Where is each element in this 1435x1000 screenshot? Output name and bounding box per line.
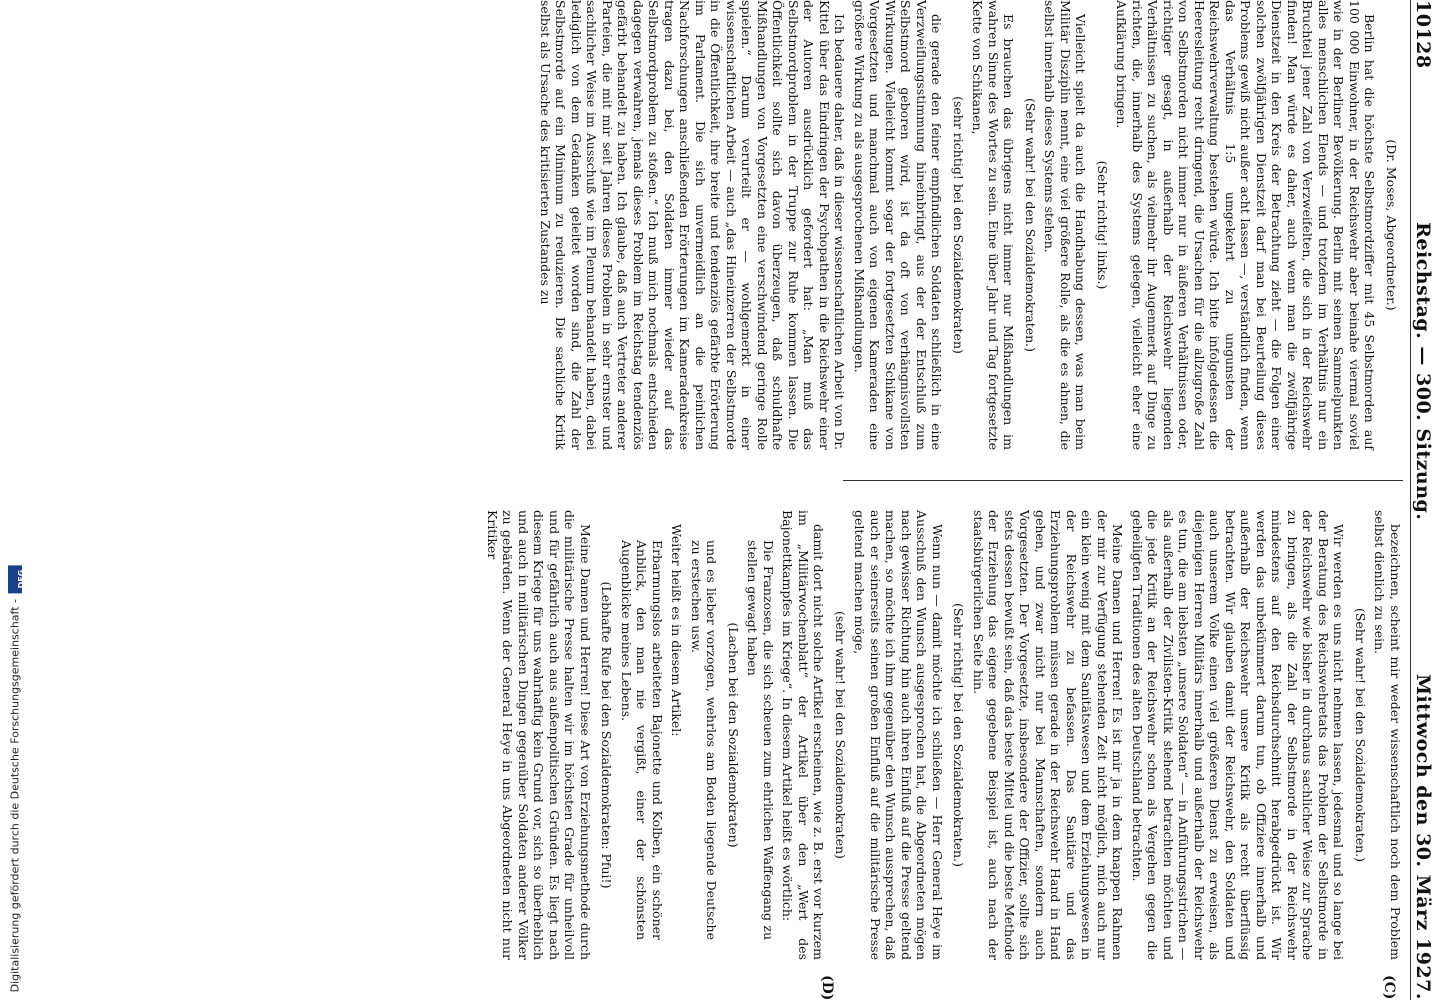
quotation: Erbarmungslos arbeiteten Bajonette und Kolben, ein schöner Anblick, den man nie vergißt, einer der schönsten Augenblicke meines Lebens.: [619, 540, 665, 940]
paragraph: Weiter heißt es in diesem Artikel:: [669, 524, 685, 737]
page-number: 10128: [1412, 0, 1434, 69]
interjection: (sehr richtig! bei den Sozialdemokraten): [951, 96, 966, 354]
column-divider: [843, 480, 1403, 481]
rotated-page: [200, 0, 1435, 1000]
credit-text: Digitalisierung gefördert durch die Deutsche Forschungsgemeinschaft -: [8, 598, 22, 992]
paragraph: Wenn nun — damit möchte ich schließen — Herr General Heye im Ausschuß den Wunsch ausgesprochen hat, die Abgeordneten mögen nach gewisser Richtung hin auch ihren Einfluß auf die Presse geltend machen, so möchte ich ihm gegenüber den Wunsch aussprechen, daß auch er seinerseits seinen großen Einfluß auf die militärische Presse geltend machen möge,: [852, 510, 945, 960]
paragraph: Wir werden es uns nicht nehmen lassen, jedesmal und so lange bei der Beratung des Reichswehretats das Problem der Selbstmorde in der Reichswehr wie bisher in durchaus sachlicher Weise zur Sprache zu bringen, als die Zahl der Selbstmorde in der Reichswehr mindestens auf den Reichsdurchschnitt herabgedrückt ist. Wir werden das unbekümmert darum tun, ob Offiziere innerhalb und außerhalb der Reichswehr unsere Kritik als recht überflüssig betrachten. Wir glauben damit der Reichswehr, den Soldaten und auch unserem Volke einen viel größeren Dienst zu erweisen, als diejenigen Herren Militärs innerhalb und außerhalb der Reichswehr es tun, die am liebsten „unsere Soldaten“ — in Anführungsstrichen — als außerhalb der Zivilisten-Kritik stehend betrachten möchten und die jede Kritik an der Reichswehr schon als Vergehen gegen die geheiligten Traditionen des alten Deutschland betrachten.: [1130, 510, 1347, 960]
interjection: (Lebhafte Rufe bei den Sozialdemokraten: Pfui!): [599, 581, 615, 889]
page-header: [1410, 0, 1435, 1000]
interjection: (sehr wahr! bei den Sozialdemokraten): [833, 611, 848, 859]
dfg-logo-icon: DFG: [8, 565, 22, 593]
paragraph: bezeichnen, scheint mir weder wissenschaftlich noch dem Problem selbst dienlich zu sein.: [1372, 510, 1403, 960]
left-column: [538, 0, 1403, 450]
paragraph: Ich bedauere daher, daß in dieser wissenschaftlichen Arbeit von Dr. Kittel über das Eindringen der Psychopathen in die Reichswehr einer der Autoren ausdrücklich gefordert hat: „Man muß das Selbstmordproblem in der Truppe zur Ruhe kommen lassen. Die Öffentlichkeit sollte sich davon überzeugen, daß schuldhafte Mißhandlungen von Vorgesetzten eine verschwindend geringe Rolle spielen.“ Darum verurteilt er — wohlgemerkt in einer wissenschaftlichen Arbeit — auch „das Hineinzerren der Selbstmorde in die Öffentlichkeit, ihre breite und tendenziös gefärbte Erörterung im Parlament. Die sich unvermeidlich an die peinlichen Nachforschungen anschließenden Erörterungen im Kameradenkreise tragen dazu bei, den Soldaten immer wieder auf das Selbstmordproblem zu stoßen.“ Ich muß mich nochmals entschieden dagegen verwahren, jemals dieses Problem im Reichstag tendenziös gefärbt behandelt zu haben. Ich glaube, daß auch Vertreter anderer Parteien, die mit mir seit Jahren dieses Problem in sehr ernster und sachlicher Weise im Ausschuß wie im Plenum behandelt haben, dabei lediglich von dem Gedanken geleitet worden sind, die Zahl der Selbstmorde auf ein Minimum zu reduzieren. Die sachliche Kritik selbst als Ursache des kritisierten Zustandes zu: [538, 0, 848, 450]
page-title: Reichstag. — 300. Sitzung.: [1412, 222, 1434, 521]
margin-letter-c: (C): [1381, 975, 1397, 1000]
paragraph: Berlin hat die höchste Selbstmordziffer mit 45 Selbstmorden auf 100 000 Einwohner, in der Reichswehr aber beinahe viermal soviel wie in der Berliner Bevölkerung. Berlin mit seinen Sammelpunkten alles menschlichen Elends — und trotzdem im Verhältnis nur ein Bruchteil jener Zahl von Verzweifelten, die sich in der Reichswehr finden! Man würde es daher, auch wenn man die zwölfjährige Dienstzeit in den Kreis der Betrachtung zieht — die Folgen einer solchen zwölfjährigen Dienstzeit darf man bei Beurteilung dieses Problems gewiß nicht außer acht lassen —, verständlich finden, wenn das Verhältnis 1:5 umgekehrt zu ungunsten der Reichswehrverwaltung bestehen würde. Ich bitte infolgedessen die Heeresleitung recht dringend, die Ursachen für die allzugroße Zahl von Selbstmorden nicht immer nur in äußeren Verhältnissen oder, richtiger gesagt, in außerhalb der Reichswehr liegenden Verhältnissen zu suchen, als vielmehr ihr Augenmerk auf Dinge zu richten, die, innerhalb des Systems gelegen, vielleicht eher eine Aufklärung bringen.: [1114, 0, 1378, 450]
interjection: (Sehr richtig! links.): [1095, 160, 1110, 290]
paragraph: Meine Damen und Herren! Diese Art von Erziehungsmethode durch die militärische Presse halten wir im höchsten Grade für unheilvoll und für gefährlich auch aus außenpolitischen Gründen. Es liegt nach diesem Kriege für uns wahrhaftig kein Grund vor, sich so überheblich und auch in militärischen Dingen gegenüber Soldaten anderer Völker zu gebärden. Wenn der General Heye in uns Abgeordneten nicht nur Kritiker: [485, 510, 593, 960]
digitization-credit: [8, 565, 26, 992]
interjection: (Lachen bei den Sozialdemokraten): [726, 622, 741, 848]
interjection: (Sehr wahr! bei den Sozialdemokraten.): [1353, 607, 1368, 863]
paragraph: damit dort nicht solche Artikel erscheinen, wie z. B. erst vor kurzem im „Militärwochenblatt“ der Artikel über den „Wert des Bajonettkampfes im Kriege“. In diesem Artikel heißt es wörtlich:: [780, 510, 827, 960]
speaker-label: (Dr. Moses, Abgeordneter.): [1384, 139, 1399, 311]
session-date: Mittwoch den 30. März 1927.: [1412, 673, 1434, 1000]
paragraph: Vielleicht spielt da auch die Handhabung dessen, was man beim Militär Disziplin nennt, eine viel größere Rolle, als die es ahnen, die selbst innerhalb dieses Systems stehen.: [1042, 0, 1089, 450]
interjection: (Sehr richtig! bei den Sozialdemokraten.): [951, 603, 967, 867]
paragraph: die gerade den feiner empfindlichen Soldaten schließlich in eine Verzweiflungsstimmung hineinbringt, aus der der Entschluß zum Selbstmord geboren wird, ist da oft von verhängnisvollsten Wirkungen. Vielleicht kommt sogar der fortgesetzten Schikane von Vorgesetzten und manchmal auch von eigenen Kameraden eine größere Wirkung zu als ausgesprochenen Mißhandlungen.: [852, 0, 945, 450]
quotation: Die Franzosen, die sich scheuen zum ehrlichen Waffengang zu stellen gewagt haben: [745, 540, 776, 940]
paragraph: Es brauchen das übrigens nicht immer nur Mißhandlungen im wahren Sinne des Wortes zu sein. Eine über Jahr und Tag fortgesetzte Kette von Schikanen,: [970, 0, 1017, 450]
quotation: und es lieber vorzogen, wehrlos am Boden liegende Deutsche zu erstechen usw.: [689, 540, 720, 940]
margin-letter-d: (D): [819, 975, 835, 1000]
right-column: [485, 510, 1403, 960]
paragraph: Meine Damen und Herren! Es ist mir ja in dem knappen Rahmen der mir zur Verfügung stehenden Zeit nicht möglich, mich auch nur ein klein wenig mit dem Sanitätswesen und dem Erziehungswesen in der Reichswehr zu befassen. Das Sanitäre und das Erziehungsproblem müssen gerade in der Reichswehr Hand in Hand gehen, und zwar nicht nur bei Mannschaften, sondern auch Vorgesetzten. Der Vorgesetzte, insbesondere der Offizier, sollte sich stets dessen bewußt sein, daß das beste Mittel und die beste Methode der Erziehung das eigene gegebene Beispiel ist, auch nach der staatsbürgerlichen Seite hin.: [971, 510, 1126, 960]
interjection: (Sehr wahr! bei den Sozialdemokraten.): [1023, 97, 1038, 353]
